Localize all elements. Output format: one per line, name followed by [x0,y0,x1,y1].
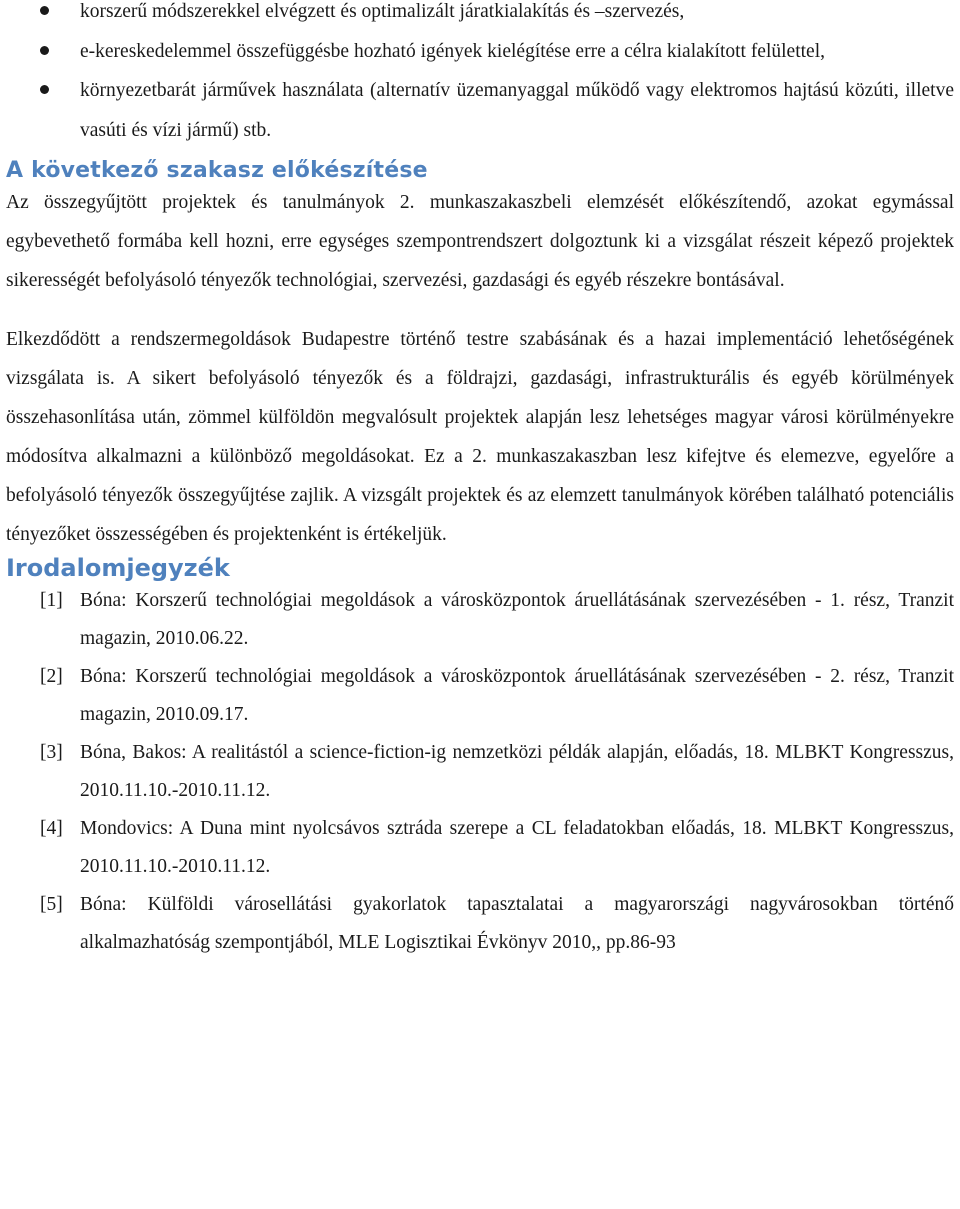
section-heading-next-phase: A következő szakasz előkészítése [6,158,428,183]
reference-number: [2] [40,666,63,687]
reference-item [6,734,954,810]
reference-item [6,886,954,962]
paragraph: Az összegyűjtött projektek és tanulmányok 2. munkaszakaszbeli elemzését előkészítendő, azokat egymással egybevethető formába kell hozni, erre egységes szempontrendszert dolgoztunk ki a vizsgálat részeit képező projektek sikerességét befolyásoló tényezők technológiai, szervezési, gazdasági és egyéb részekre bontásával. [6,192,954,291]
bullet-dot-icon [40,6,49,15]
reference-list [6,582,954,962]
reference-text: Bóna: Korszerű technológiai megoldások a városközpontok áruellátásának szervezésében - 1. rész, Tranzit magazin, 2010.06.22. [80,590,954,649]
reference-text: Mondovics: A Duna mint nyolcsávos sztráda szerepe a CL feladatokban előadás, 18. MLBKT Kongresszus, 2010.11.10.-2010.11.12. [80,818,954,877]
bullet-text: környezetbarát járművek használata (alternatív üzemanyaggal működő vagy elektromos hajtású közúti, illetve vasúti és vízi jármű) stb. [80,80,954,141]
reference-number: [4] [40,818,63,839]
bullet-item [6,32,954,72]
reference-number: [5] [40,894,63,915]
bullet-list [6,0,954,150]
bullet-text: korszerű módszerekkel elvégzett és optimalizált járatkialakítás és –szervezés, [80,1,685,22]
bullet-item [6,0,954,32]
reference-text: Bóna: Korszerű technológiai megoldások a városközpontok áruellátásának szervezésében - 2. rész, Tranzit magazin, 2010.09.17. [80,666,954,725]
reference-number: [1] [40,590,63,611]
reference-item [6,582,954,658]
reference-text: Bóna, Bakos: A realitástól a science-fiction-ig nemzetközi példák alapján, előadás, 18. MLBKT Kongresszus, 2010.11.10.-2010.11.12. [80,742,954,801]
bullet-dot-icon [40,46,49,55]
paragraph-gap [6,300,954,320]
bullet-text: e-kereskedelemmel összefüggésbe hozható igények kielégítése erre a célra kialakított felülettel, [80,40,825,62]
reference-text: Bóna: Külföldi városellátási gyakorlatok tapasztalatai a magyarországi nagyvárosokban történő alkalmazhatóság szempontjából, MLE Logisztikai Évkönyv 2010,, pp.86-93 [80,894,954,953]
reference-number: [3] [40,742,63,763]
bullet-item [6,71,954,150]
paragraph: Elkezdődött a rendszermegoldások Budapestre történő testre szabásának és a hazai implementáció lehetőségének vizsgálata is. A sikert befolyásoló tényezők és a földrajzi, gazdasági, infrastrukturális és egyéb körülmények összehasonlítása után, zömmel külföldön megvalósult projektek alapján lesz lehetséges magyar városi körülményekre módosítva alkalmazni a különböző megoldásokat. Ez a 2. munkaszakaszban lesz kifejtve és elemezve, egyelőre a befolyásoló tényezők összegyűjtése zajlik. A vizsgált projektek és az elemzett tanulmányok körében található potenciális tényezőket összességében és projektenként is értékeljük. [6,329,954,545]
bullet-dot-icon [40,85,49,94]
reference-item [6,810,954,886]
section-heading-references: Irodalomjegyzék [6,554,230,582]
reference-item [6,658,954,734]
